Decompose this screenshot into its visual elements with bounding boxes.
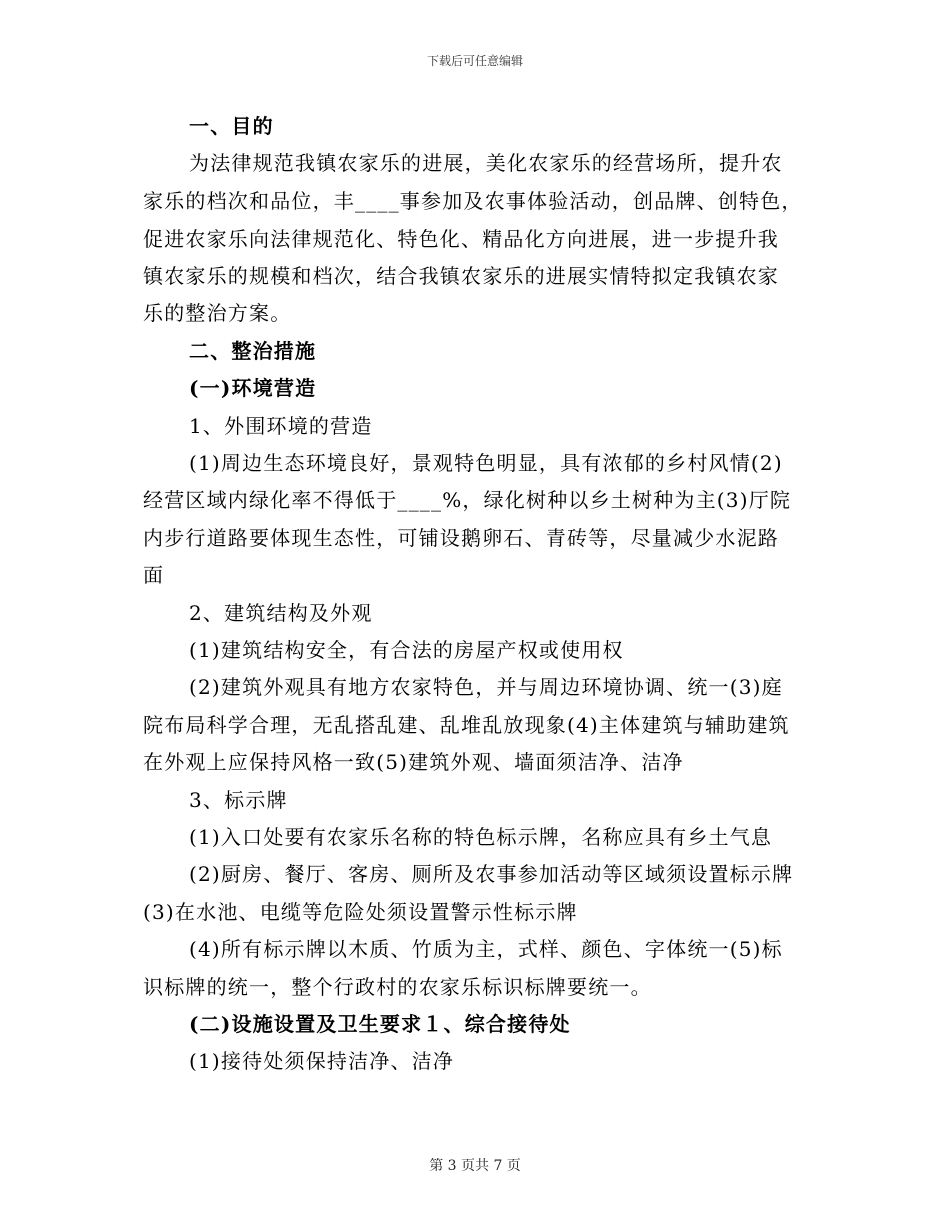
paragraph-line: 在外观上应保持风格一致(5)建筑外观、墙面须洁净、洁净 xyxy=(143,750,684,774)
page-footer: 第 3 页共 7 页 xyxy=(429,1158,521,1174)
heading-purpose: 一、目的 xyxy=(189,114,274,138)
paragraph-line: (3)在水池、电缆等危险处须设置警示性标示牌 xyxy=(143,900,578,924)
paragraph-line: (2)厨房、餐厅、客房、厕所及农事参加活动等区域须设置标示牌 xyxy=(189,862,794,886)
page-header: 下载后可任意编辑 xyxy=(426,54,523,68)
paragraph-line: 镇农家乐的规模和档次，结合我镇农家乐的进展实情特拟定我镇农家 xyxy=(143,264,779,288)
paragraph-line: (4)所有标示牌以木质、竹质为主，式样、颜色、字体统一(5)标 xyxy=(189,937,783,961)
paragraph-line: (1)接待处须保持洁净、洁净 xyxy=(189,1049,455,1073)
subheading-environment: (一)环境营造 xyxy=(189,376,317,400)
paragraph-line: (2)建筑外观具有地方农家特色，并与周边环境协调、统一(3)庭 xyxy=(189,675,783,699)
paragraph-line: 内步行道路要体现生态性，可铺设鹅卵石、青砖等，尽量减少水泥路 xyxy=(143,526,779,550)
paragraph-line: 家乐的档次和品位，丰____事参加及农事体验活动，创品牌、创特色， xyxy=(143,189,803,213)
paragraph-line: (1)入口处要有农家乐名称的特色标示牌，名称应具有乡土气息 xyxy=(189,825,773,849)
paragraph-line: 为法律规范我镇农家乐的进展，美化农家乐的经营场所，提升农 xyxy=(189,151,783,175)
paragraph-line: 促进农家乐向法律规范化、特色化、精品化方向进展，进一步提升我 xyxy=(143,227,779,251)
paragraph-line: 识标牌的统一，整个行政村的农家乐标识标牌要统一。 xyxy=(143,975,652,999)
paragraph-line: (1)建筑结构安全，有合法的房屋产权或使用权 xyxy=(189,638,624,662)
item-heading: 3、标示牌 xyxy=(189,788,288,812)
paragraph-line: 院布局科学合理，无乱搭乱建、乱堆乱放现象(4)主体建筑与辅助建筑 xyxy=(143,713,790,737)
paragraph-line: 乐的整治方案。 xyxy=(143,301,292,325)
item-heading: 2、建筑结构及外观 xyxy=(189,601,373,625)
heading-measures: 二、整治措施 xyxy=(189,339,317,363)
paragraph-line: 面 xyxy=(143,563,165,587)
subheading-facilities: (二)设施设置及卫生要求１、综合接待处 xyxy=(189,1012,571,1036)
paragraph-line: (1)周边生态环境良好，景观特色明显，具有浓郁的乡村风情(2) xyxy=(189,451,783,475)
paragraph-line: 经营区域内绿化率不得低于____%，绿化树种以乡土树种为主(3)厅院 xyxy=(143,488,792,512)
item-heading: 1、外围环境的营造 xyxy=(189,414,373,438)
